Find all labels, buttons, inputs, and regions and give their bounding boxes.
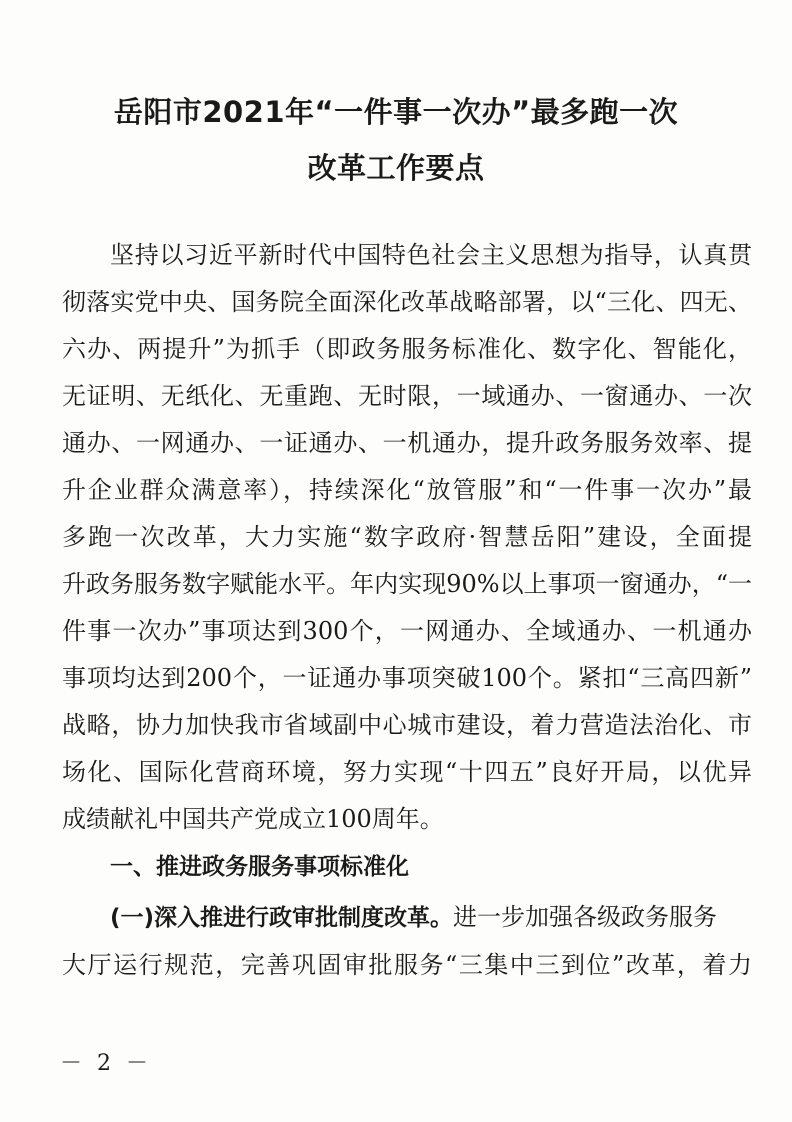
subsection-line: 大厅运行规范，完善巩固审批服务“三集中三到位”改革，着力	[62, 951, 752, 979]
intro-line: 场化、国际化营商环境，努力实现“十四五”良好开局，以优异	[62, 758, 752, 786]
intro-line: 坚持以习近平新时代中国特色社会主义思想为指导，认真贯	[110, 241, 752, 269]
intro-line: 通办、一网通办、一证通办、一机通办，提升政务服务效率、提	[62, 429, 752, 457]
intro-line: 升企业群众满意率），持续深化“放管服”和“一件事一次办”最	[62, 476, 752, 504]
intro-line: 无证明、无纸化、无重跑、无时限，一域通办、一窗通办、一次	[62, 382, 752, 410]
document-title-line-2: 改革工作要点	[307, 151, 485, 185]
section-heading: 一、推进政务服务事项标准化	[110, 854, 409, 880]
subsection-first-line	[110, 902, 752, 933]
subsection-title: (一)深入推进行政审批制度改革。	[110, 905, 454, 931]
intro-line: 事项均达到200个，一证通办事项突破100个。紧扣“三高四新”	[62, 664, 752, 692]
subsection-text: 进一步加强各级政务服务	[453, 903, 718, 931]
intro-line: 彻落实党中央、国务院全面深化改革战略部署，以“三化、四无、	[62, 288, 752, 316]
intro-line: 成绩献礼中国共产党成立100周年。	[62, 805, 444, 833]
intro-line: 六办、两提升”为抓手（即政务服务标准化、数字化、智能化，	[62, 335, 752, 363]
document-title-line-1: 岳阳市2021年“一件事一次办”最多跑一次	[113, 95, 679, 129]
page-number: － 2 －	[60, 1051, 152, 1076]
intro-line: 升政务服务数字赋能水平。年内实现90%以上事项一窗通办，“一	[62, 570, 752, 598]
intro-line: 战略，协力加快我市省域副中心城市建设，着力营造法治化、市	[62, 711, 752, 739]
intro-line: 多跑一次改革，大力实施“数字政府·智慧岳阳”建设，全面提	[62, 523, 752, 551]
intro-line: 件事一次办”事项达到300个，一网通办、全域通办、一机通办	[62, 617, 752, 645]
